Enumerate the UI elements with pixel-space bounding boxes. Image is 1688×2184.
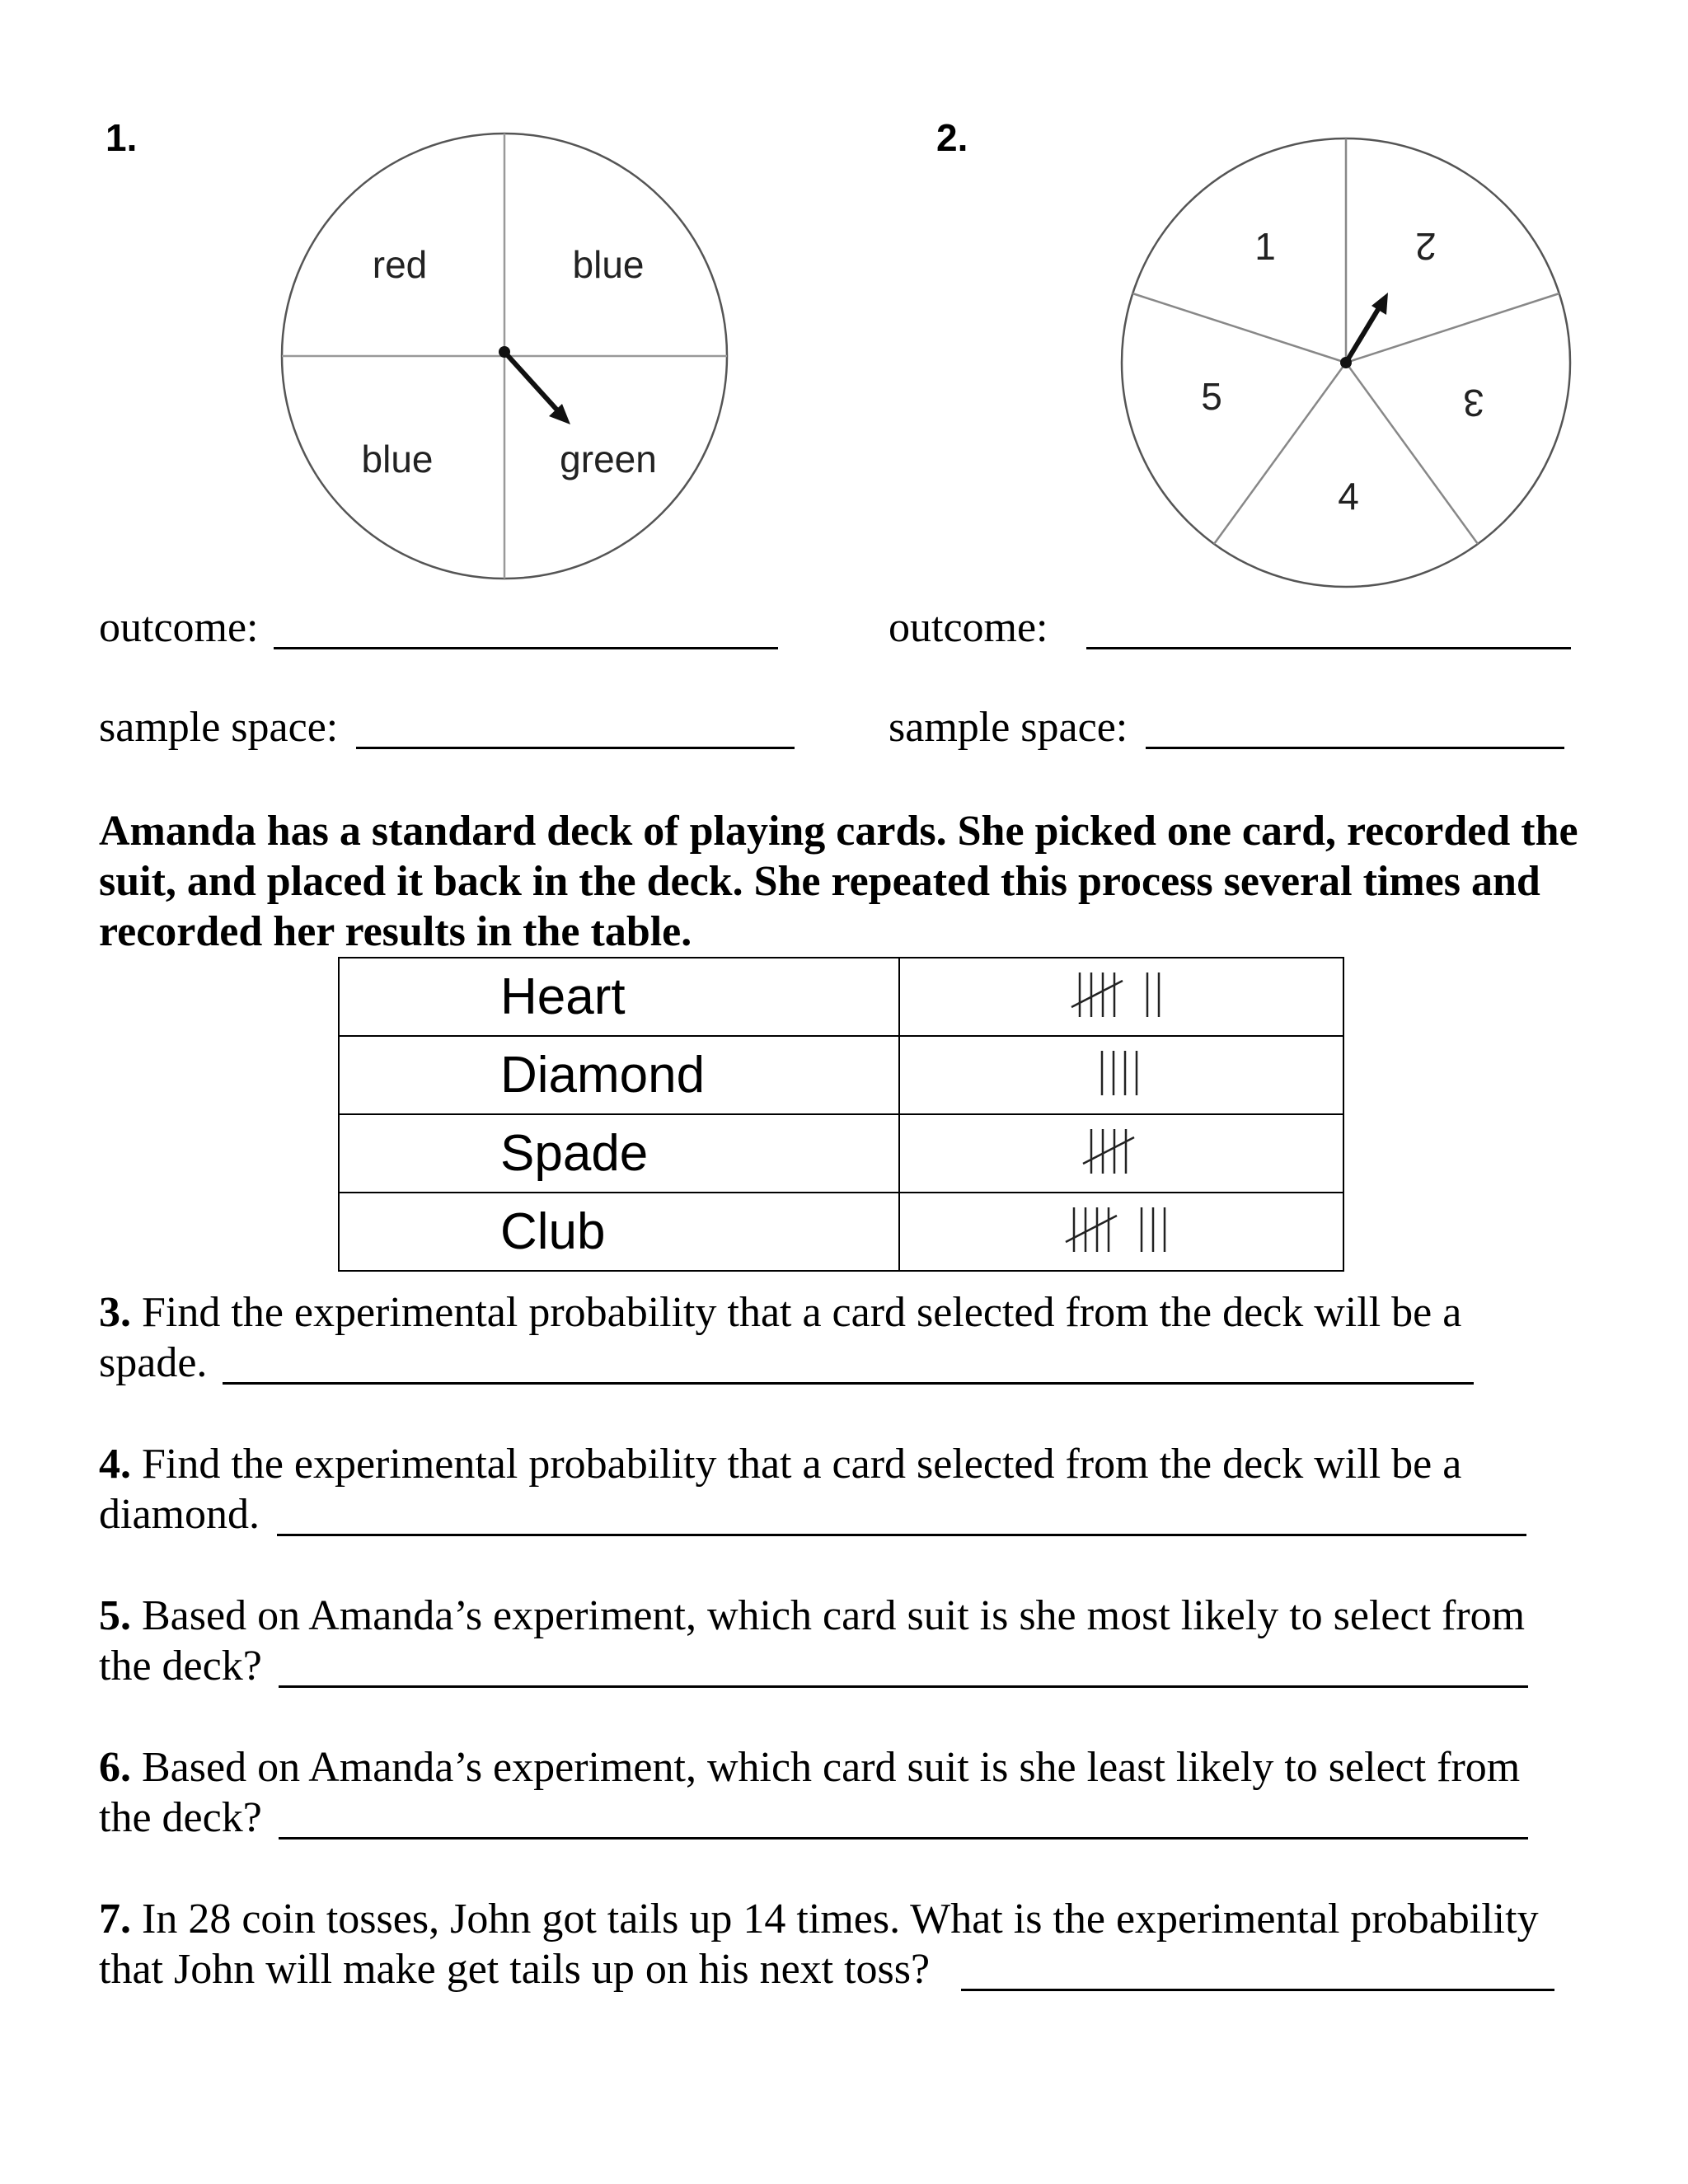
- question-4-answer-line[interactable]: [277, 1534, 1526, 1536]
- question-5: [99, 1591, 1599, 1691]
- question-number: 4.: [99, 1441, 131, 1488]
- suit-label: Diamond: [339, 1036, 899, 1114]
- spinner-2-section-label: 1: [1254, 225, 1276, 268]
- spinner-1-section-label: green: [560, 438, 657, 480]
- question-number: 7.: [99, 1896, 131, 1943]
- problem-2-sample-space-answer-line[interactable]: [1146, 747, 1564, 749]
- spinner-1-section-label: blue: [572, 243, 645, 286]
- spinner-2-divider: [1346, 363, 1478, 544]
- spinner-2-section-label: 4: [1338, 475, 1359, 518]
- question-text: In 28 coin tosses, John got tails up 14 times. What is the experimental probability: [131, 1896, 1539, 1943]
- tally-table: [338, 957, 1344, 1272]
- problem-2-outcome-label: outcome:: [889, 604, 1048, 651]
- problem-2-outcome-answer-line[interactable]: [1086, 647, 1571, 649]
- question-3-answer-line[interactable]: [223, 1382, 1474, 1385]
- table-row: [339, 1193, 1343, 1271]
- table-row: [339, 1036, 1343, 1114]
- question-7-answer-line[interactable]: [961, 1989, 1554, 1991]
- spinner-2-divider: [1132, 293, 1346, 363]
- spinner-2-section-label: 3: [1463, 382, 1484, 424]
- question-text: the deck?: [99, 1643, 262, 1690]
- tally-marks-icon: [1039, 966, 1204, 1024]
- tally-marks-icon: [1039, 1044, 1204, 1102]
- tally-marks-icon: [1039, 1122, 1204, 1180]
- question-7: [99, 1894, 1615, 1994]
- spinner-2-divider: [1214, 363, 1346, 544]
- problem-2-number: 2.: [936, 116, 968, 159]
- spinner-1-section-label: blue: [361, 438, 434, 480]
- card-experiment-intro: Amanda has a standard deck of playing cards. She picked one card, recorded the suit, and placed it back in the deck. She repeated this process several times and recorded her results in the table.: [99, 808, 1578, 955]
- spinner-1-section-label: red: [372, 243, 428, 286]
- question-number: 3.: [99, 1289, 131, 1336]
- suit-label: Heart: [339, 958, 899, 1036]
- spinner-2: [1111, 132, 1581, 593]
- problem-2-sample-space-label: sample space:: [889, 704, 1128, 751]
- question-6: [99, 1742, 1599, 1843]
- question-5-answer-line[interactable]: [279, 1685, 1528, 1688]
- suit-label: Spade: [339, 1114, 899, 1193]
- question-text: diamond.: [99, 1491, 260, 1538]
- problem-1-sample-space-answer-line[interactable]: [356, 747, 795, 749]
- suit-label: Club: [339, 1193, 899, 1271]
- problem-1-number: 1.: [106, 116, 138, 159]
- question-text: the deck?: [99, 1794, 262, 1841]
- question-4: [99, 1439, 1599, 1540]
- spinner-2-section-label: 5: [1201, 375, 1222, 418]
- table-row: [339, 958, 1343, 1036]
- question-number: 5.: [99, 1592, 131, 1639]
- question-text: that John will make get tails up on his next toss?: [99, 1946, 931, 1993]
- question-number: 6.: [99, 1744, 131, 1791]
- tally-marks: [899, 1193, 1343, 1271]
- spinner-2-section-label: 2: [1415, 225, 1437, 268]
- problem-1-outcome-answer-line[interactable]: [274, 647, 778, 649]
- question-3: [99, 1287, 1599, 1388]
- problem-1-sample-space-label: sample space:: [99, 704, 339, 751]
- question-6-answer-line[interactable]: [279, 1837, 1528, 1840]
- question-text: Based on Amanda’s experiment, which card suit is she most likely to select from: [131, 1592, 1526, 1639]
- tally-marks-icon: [1039, 1201, 1204, 1258]
- problem-1-outcome-label: outcome:: [99, 604, 259, 651]
- question-text: Find the experimental probability that a card selected from the deck will be a: [131, 1441, 1462, 1488]
- tally-marks: [899, 958, 1343, 1036]
- tally-marks: [899, 1114, 1343, 1193]
- spinner-1-arrow-icon: [499, 346, 570, 424]
- question-text: Based on Amanda’s experiment, which card suit is she least likely to select from: [131, 1744, 1521, 1791]
- spinner-1: [272, 128, 734, 585]
- tally-marks: [899, 1036, 1343, 1114]
- table-row: [339, 1114, 1343, 1193]
- question-text: spade.: [99, 1339, 208, 1386]
- question-text: Find the experimental probability that a card selected from the deck will be a: [131, 1289, 1462, 1336]
